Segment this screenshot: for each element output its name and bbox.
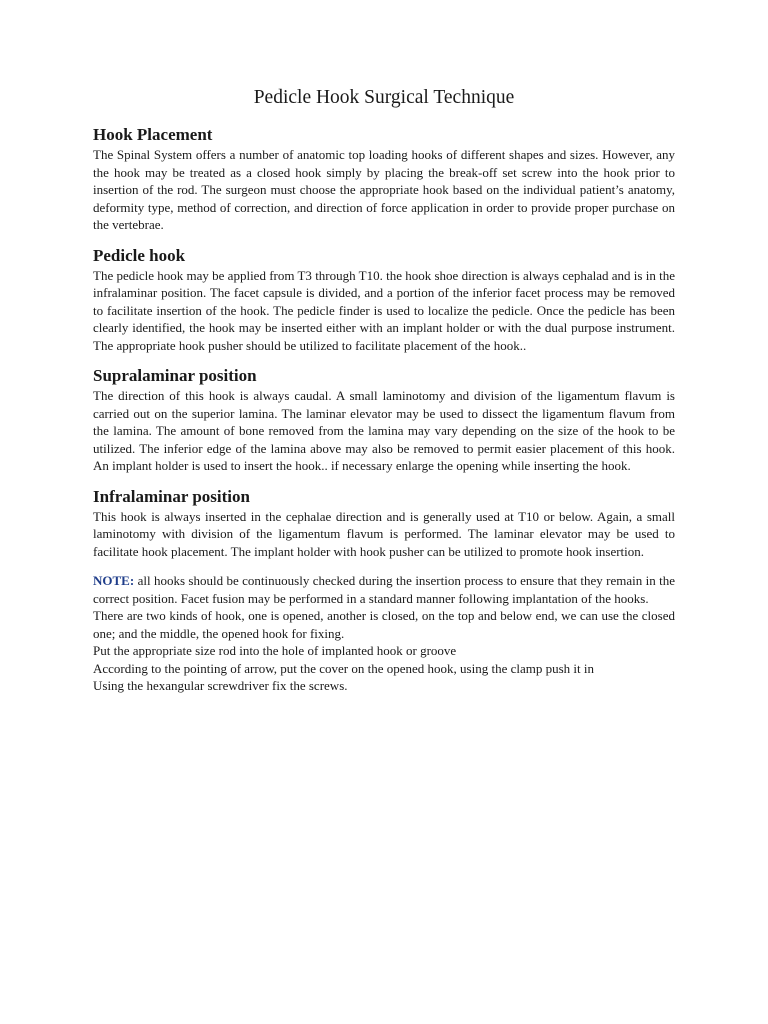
section-body: The pedicle hook may be applied from T3 through T10. the hook shoe direction is always cephalad and is in the infralaminar position. The facet capsule is divided, and a portion of the inferior facet process may be removed to facilitate insertion of the hook. The pedicle finder is used to localize the pedicle. Once the pedicle has been clearly identified, the hook may be inserted either with an implant holder or with the dual purpose instrument. The appropriate hook pusher should be utilized to facilitate placement of the hook.. — [93, 267, 675, 353]
note-paragraph — [93, 572, 675, 607]
section-heading: Hook Placement — [93, 125, 213, 144]
section-body: This hook is always inserted in the cephalae direction and is generally used at T10 or below. Again, a small laminotomy with division of the ligamentum flavum is performed. The laminar elevator may be used to facilitate hook placement. The implant holder with hook pusher can be utilized to promote hook insertion. — [93, 508, 675, 559]
instruction-line: Using the hexangular screwdriver fix the screws. — [93, 678, 348, 693]
note-text: all hooks should be continuously checked during the insertion process to ensure that they remain in the correct position. Facet fusion may be performed in a standard manner following implantation of the hooks. — [93, 573, 675, 606]
section-infralaminar-position — [93, 486, 675, 561]
document-page — [93, 84, 675, 695]
note-block — [93, 572, 675, 695]
instruction-line: Put the appropriate size rod into the hole of implanted hook or groove — [93, 643, 457, 658]
section-heading: Pedicle hook — [93, 245, 186, 265]
instruction-line: There are two kinds of hook, one is opened, another is closed, on the top and below end, we can use the closed one; and the middle, the opened hook for fixing. — [93, 608, 675, 641]
instruction-line: According to the pointing of arrow, put the cover on the opened hook, using the clamp push it in — [93, 660, 594, 676]
section-hook-placement — [93, 124, 675, 234]
section-supralaminar-position — [93, 365, 675, 475]
section-pedicle-hook — [93, 245, 675, 355]
section-body: The direction of this hook is always caudal. A small laminotomy and division of the ligamentum flavum is carried out on the superior lamina. The laminar elevator may be used to dissect the ligamentum flavum from the lamina. The amount of bone removed from the lamina may vary depending on the size of the hook to be utilized. The inferior edge of the lamina above may also be removed to permit easier placement of this hook. An implant holder is used to insert the hook.. if necessary enlarge the opening while inserting the hook. — [93, 388, 675, 473]
section-body: The Spinal System offers a number of anatomic top loading hooks of different shapes and sizes. However, any the hook may be treated as a closed hook simply by placing the break-off set screw into the hook prior to insertion of the rod. The surgeon must choose the appropriate hook based on the individual patient’s anatomy, deformity type, method of correction, and direction of force application in order to provide proper purchase on the vertebrae. — [93, 147, 675, 232]
document-title: Pedicle Hook Surgical Technique — [253, 87, 515, 108]
note-label: NOTE: — [93, 573, 135, 588]
section-heading: Infralaminar position — [93, 486, 250, 506]
section-heading: Supralaminar position — [93, 366, 257, 385]
